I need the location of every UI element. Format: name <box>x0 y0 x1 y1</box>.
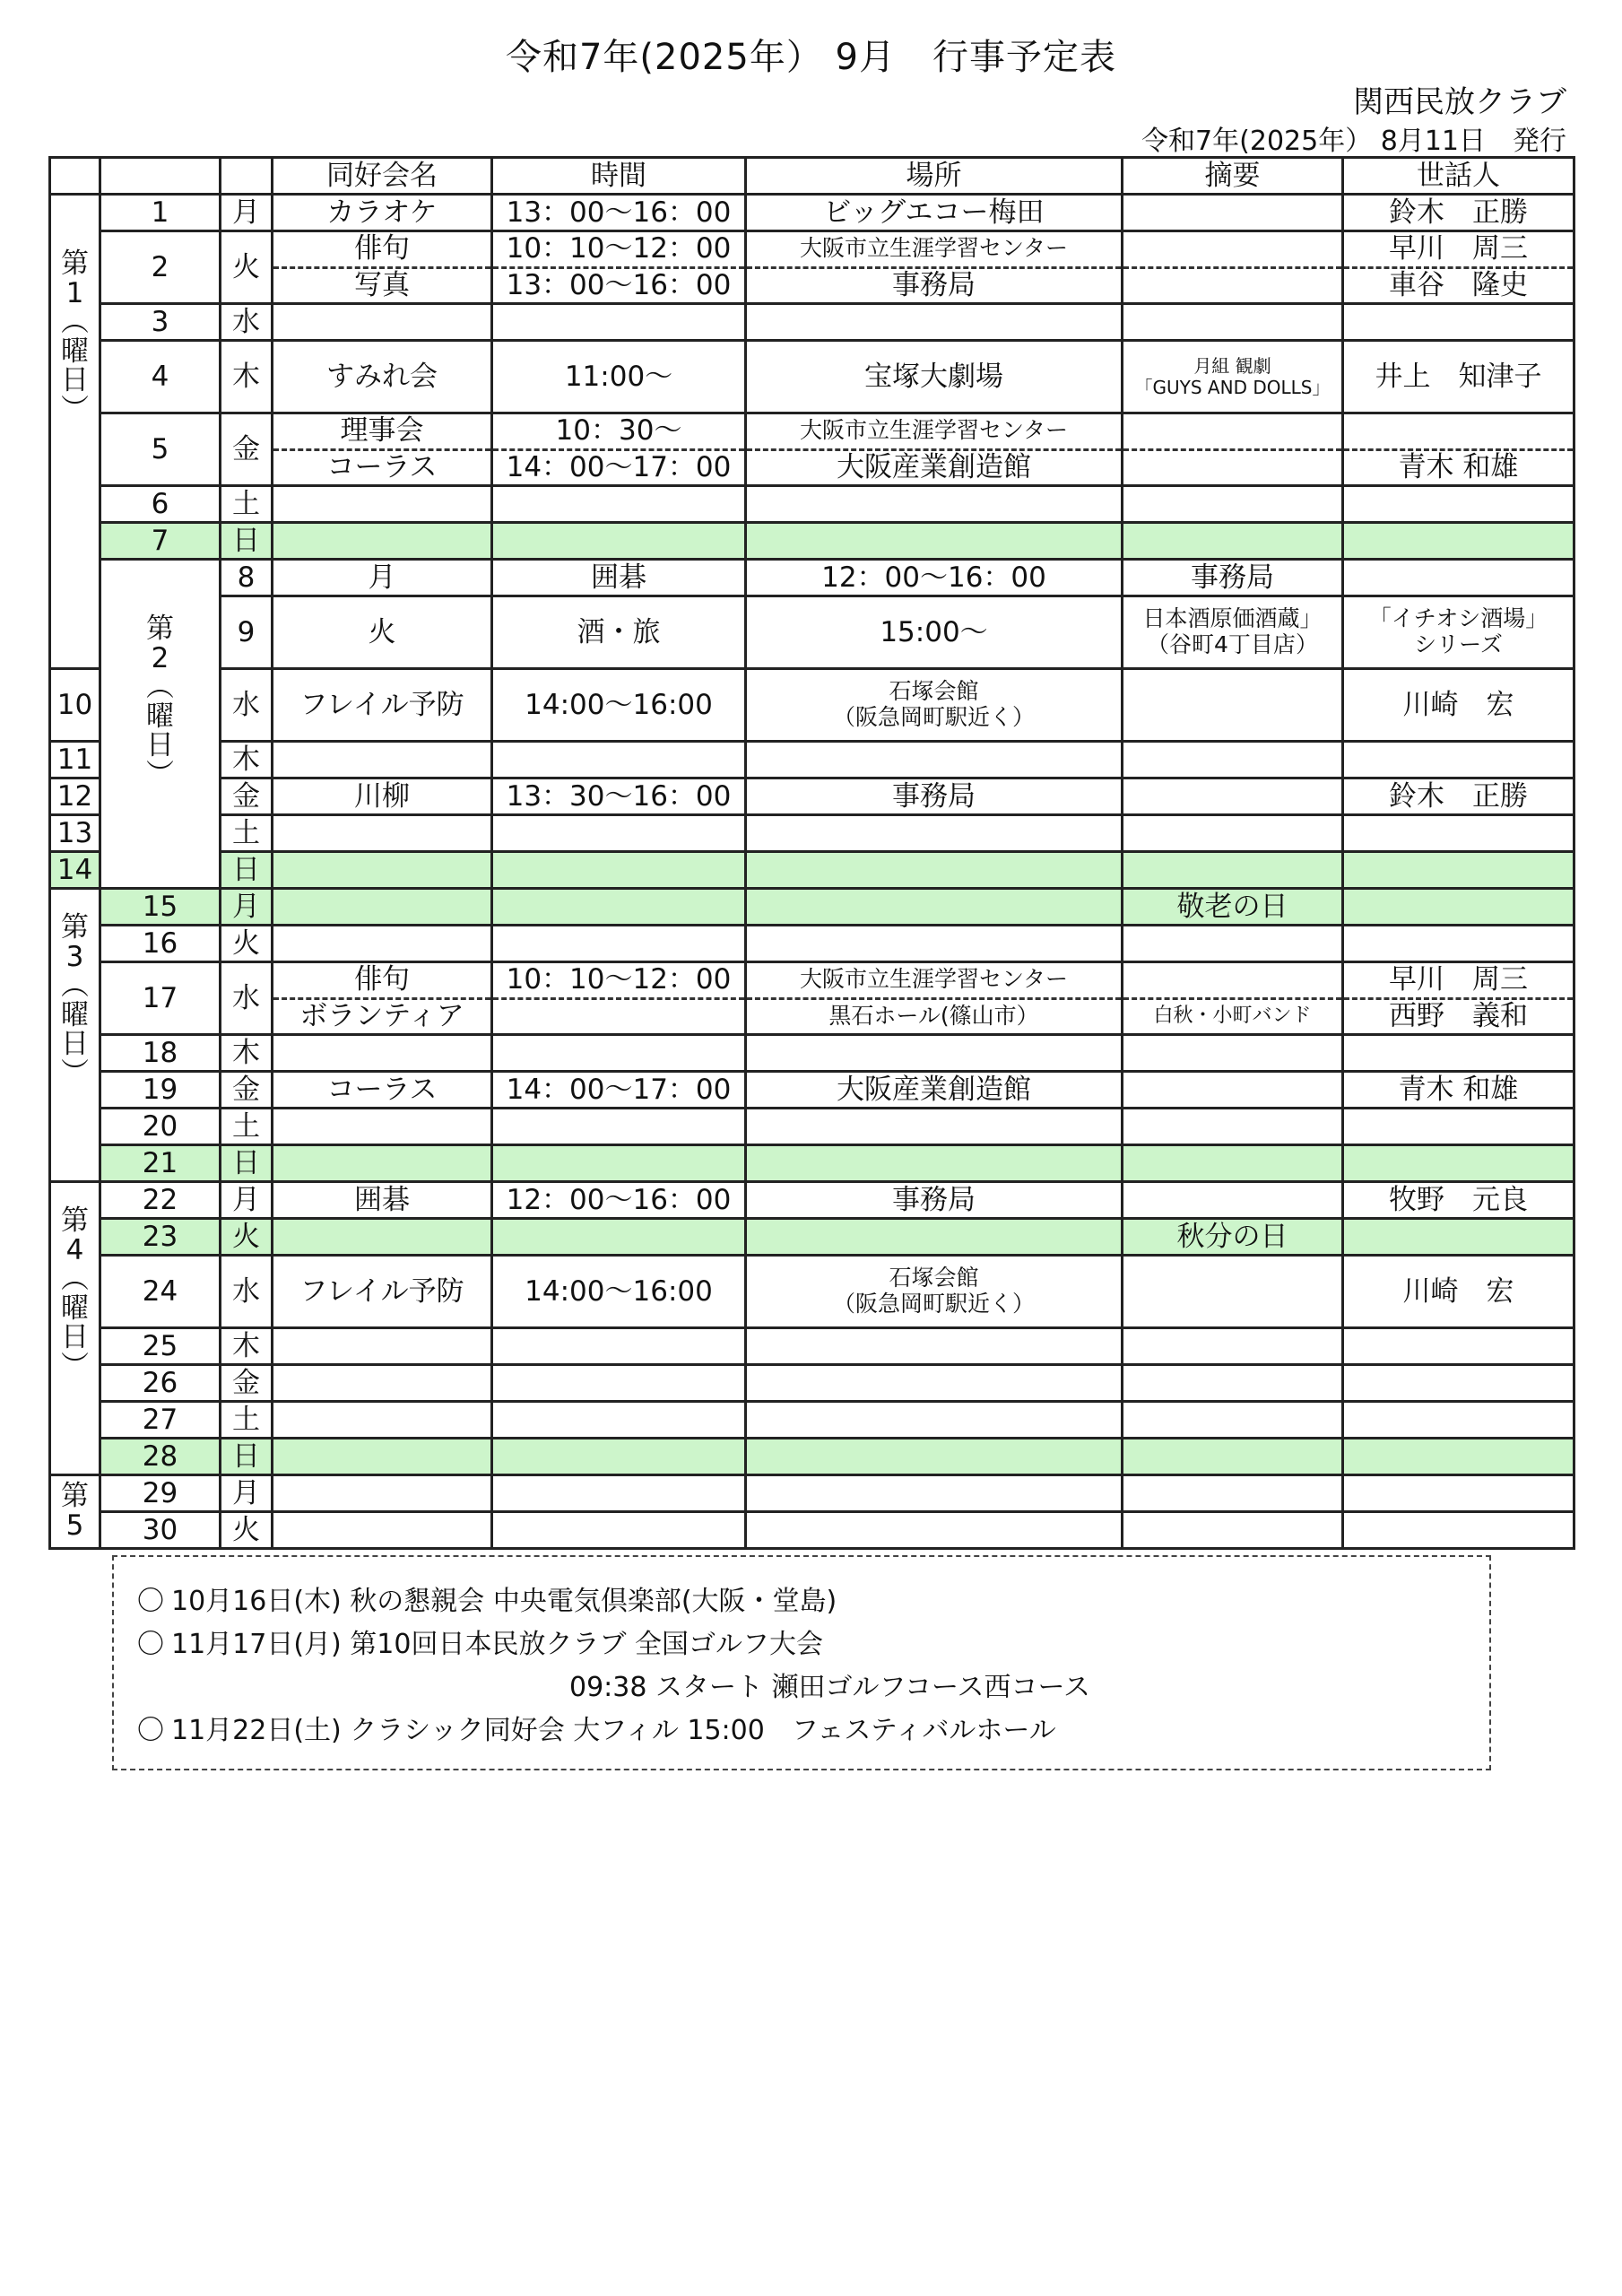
place-cell <box>1123 596 1343 669</box>
day-cell: 4 <box>100 341 221 413</box>
club-entry: 写真 <box>354 268 410 301</box>
day-cell: 24 <box>100 1256 221 1328</box>
host-cell <box>1343 962 1574 1035</box>
host-cell: 鈴木 正勝 <box>1343 195 1574 231</box>
dow-cell: 木 <box>221 1328 273 1365</box>
note-line: 月組 観劇 <box>1193 355 1271 377</box>
dow-cell: 木 <box>221 742 273 778</box>
header-dow <box>221 158 273 195</box>
day-cell: 18 <box>100 1035 221 1072</box>
place-cell <box>746 1256 1123 1328</box>
place-line: 石塚会館 <box>889 678 979 705</box>
host-entry: 車谷 隆史 <box>1389 268 1528 301</box>
dow-cell: 土 <box>221 815 273 852</box>
week-4-label: 第 4 ︵ 曜 日 ︶ <box>50 1182 100 1475</box>
place-cell: ビッグエコー梅田 <box>746 195 1123 231</box>
dow-cell: 火 <box>273 596 492 669</box>
header-day <box>100 158 221 195</box>
header-time: 時間 <box>492 158 746 195</box>
place-cell <box>746 962 1123 1035</box>
dow-cell: 月 <box>221 889 273 926</box>
issue-date: 令和7年(2025年） 8月11日 発行 <box>1141 126 1566 157</box>
table-row <box>50 1182 1574 1219</box>
table-row <box>50 1109 1574 1145</box>
host-cell <box>1343 413 1574 486</box>
week-5-label: 第 5 <box>50 1475 100 1549</box>
upcoming-event <box>137 1709 1489 1752</box>
time-entry: 10：10～12：00 <box>493 963 744 1000</box>
dow-cell: 土 <box>221 1109 273 1145</box>
time-cell <box>492 413 746 486</box>
week-1-label: 第 1 ︵ 曜 日 ︶ <box>50 195 100 669</box>
day-cell: 28 <box>100 1439 221 1475</box>
club-cell: 川柳 <box>273 778 492 815</box>
upcoming-events-box <box>112 1555 1491 1770</box>
place-cell <box>746 231 1123 304</box>
table-row-sunday <box>50 852 1574 889</box>
table-row <box>50 742 1574 778</box>
time-cell: 13：30～16：00 <box>492 778 746 815</box>
table-row <box>50 486 1574 523</box>
holiday-cell: 敬老の日 <box>1123 889 1343 926</box>
day-cell: 19 <box>100 1072 221 1109</box>
table-row <box>50 413 1574 486</box>
dow-cell: 月 <box>273 560 492 596</box>
place-cell: 事務局 <box>746 778 1123 815</box>
day-cell: 8 <box>221 560 273 596</box>
day-cell: 23 <box>100 1219 221 1256</box>
place-line: （阪急岡町駅近く） <box>832 1291 1035 1317</box>
club-cell: 酒・旅 <box>492 596 746 669</box>
place-entry: 大阪市立生涯学習センター <box>747 232 1121 269</box>
club-entry: 俳句 <box>273 963 490 1000</box>
club-cell: コーラス <box>273 1072 492 1109</box>
page-title: 令和7年(2025年） 9月 行事予定表 <box>505 37 1116 78</box>
dow-cell: 月 <box>221 195 273 231</box>
day-cell: 1 <box>100 195 221 231</box>
header-place: 場所 <box>746 158 1123 195</box>
table-row <box>50 1512 1574 1549</box>
week-3-label: 第 3 ︵ 曜 日 ︶ <box>50 889 100 1182</box>
club-entry: 理事会 <box>273 414 490 451</box>
week-2-label: 第 2 ︵ 曜 日 ︶ <box>100 560 221 889</box>
dow-cell: 水 <box>221 962 273 1035</box>
day-cell: 16 <box>100 926 221 962</box>
table-row <box>50 962 1574 1035</box>
dow-cell: 日 <box>221 852 273 889</box>
place-cell <box>746 413 1123 486</box>
holiday-cell: 秋分の日 <box>1123 1219 1343 1256</box>
place-cell: 大阪産業創造館 <box>746 1072 1123 1109</box>
host-cell <box>1343 231 1574 304</box>
club-entry: 俳句 <box>273 232 490 269</box>
note-cell <box>1123 413 1343 486</box>
time-cell: 14:00～16:00 <box>492 1256 746 1328</box>
day-cell: 15 <box>100 889 221 926</box>
host-cell: 井上 知津子 <box>1343 341 1574 413</box>
dow-cell: 火 <box>221 926 273 962</box>
dow-cell: 金 <box>221 1365 273 1402</box>
table-row <box>50 1475 1574 1512</box>
host-cell: 川崎 宏 <box>1343 1256 1574 1328</box>
host-entry: 早川 周三 <box>1344 232 1573 269</box>
dow-cell: 金 <box>221 1072 273 1109</box>
time-cell <box>492 231 746 304</box>
day-cell: 10 <box>50 669 100 742</box>
dow-cell: 日 <box>221 1439 273 1475</box>
place-cell: 事務局 <box>746 1182 1123 1219</box>
dow-cell: 木 <box>221 341 273 413</box>
time-cell <box>492 962 746 1035</box>
host-entry: 青木 和雄 <box>1398 450 1519 483</box>
table-row <box>50 1035 1574 1072</box>
circle-bullet: 〇 <box>137 1629 164 1660</box>
table-row <box>50 815 1574 852</box>
dow-cell: 月 <box>221 1475 273 1512</box>
day-cell: 11 <box>50 742 100 778</box>
day-cell: 29 <box>100 1475 221 1512</box>
club-cell: すみれ会 <box>273 341 492 413</box>
host-entry: 早川 周三 <box>1344 963 1573 1000</box>
place-entry: 事務局 <box>892 268 976 301</box>
day-cell: 3 <box>100 304 221 341</box>
table-row-sunday <box>50 1145 1574 1182</box>
place-cell <box>746 669 1123 742</box>
day-cell: 25 <box>100 1328 221 1365</box>
day-cell: 12 <box>50 778 100 815</box>
host-cell: 牧野 元良 <box>1343 1182 1574 1219</box>
dow-cell: 土 <box>221 1402 273 1439</box>
day-cell: 20 <box>100 1109 221 1145</box>
host-cell: 鈴木 正勝 <box>1343 778 1574 815</box>
place-line: 日本酒原価酒蔵」 <box>1142 605 1323 632</box>
dow-cell: 火 <box>221 231 273 304</box>
time-entry: 10：10～12：00 <box>493 232 744 269</box>
dow-cell: 日 <box>221 1145 273 1182</box>
table-row <box>50 926 1574 962</box>
club-cell: カラオケ <box>273 195 492 231</box>
organization-name: 関西民放クラブ <box>1353 84 1566 120</box>
time-cell: 11:00～ <box>492 341 746 413</box>
day-cell: 6 <box>100 486 221 523</box>
header-row <box>50 158 1574 195</box>
club-entry: ボランティア <box>299 999 464 1032</box>
day-cell: 26 <box>100 1365 221 1402</box>
event-text: 11月22日(土) クラシック同好会 大フィル 15:00 フェスティバルホール <box>171 1715 1056 1746</box>
table-row <box>50 1365 1574 1402</box>
table-row <box>50 1256 1574 1328</box>
event-text: 10月16日(木) 秋の懇親会 中央電気倶楽部(大阪・堂島) <box>171 1586 837 1617</box>
day-cell: 27 <box>100 1402 221 1439</box>
day-cell: 30 <box>100 1512 221 1549</box>
note-cell <box>1123 341 1343 413</box>
place-line: 石塚会館 <box>889 1265 979 1292</box>
place-cell: 宝塚大劇場 <box>746 341 1123 413</box>
header-host: 世話人 <box>1343 158 1574 195</box>
dow-cell: 水 <box>221 1256 273 1328</box>
circle-bullet: 〇 <box>137 1586 164 1617</box>
place-line: （谷町4丁目店） <box>1147 631 1318 657</box>
note-cell <box>1123 962 1343 1035</box>
day-cell: 14 <box>50 852 100 889</box>
table-row <box>50 1402 1574 1439</box>
table-row <box>50 596 1574 669</box>
club-cell: フレイル予防 <box>273 669 492 742</box>
day-cell: 13 <box>50 815 100 852</box>
event-text: 11月17日(月) 第10回日本民放クラブ 全国ゴルフ大会 <box>171 1629 824 1660</box>
club-cell <box>273 962 492 1035</box>
place-entry: 大阪市立生涯学習センター <box>747 963 1121 1000</box>
day-cell: 17 <box>100 962 221 1035</box>
host-entry: 西野 義和 <box>1389 999 1528 1032</box>
table-row <box>50 1328 1574 1365</box>
dow-cell: 月 <box>221 1182 273 1219</box>
club-cell: 囲碁 <box>492 560 746 596</box>
table-row-sunday <box>50 1439 1574 1475</box>
note-cell <box>1123 195 1343 231</box>
time-cell: 15:00～ <box>746 596 1123 669</box>
time-cell: 14：00～17：00 <box>492 1072 746 1109</box>
upcoming-event <box>137 1623 1489 1666</box>
club-cell <box>273 231 492 304</box>
table-row <box>50 231 1574 304</box>
dow-cell: 木 <box>221 1035 273 1072</box>
event-schedule-table <box>48 156 1575 1550</box>
dow-cell: 日 <box>221 523 273 560</box>
header-note: 摘要 <box>1123 158 1343 195</box>
table-row <box>50 1072 1574 1109</box>
club-cell: フレイル予防 <box>273 1256 492 1328</box>
day-cell: 22 <box>100 1182 221 1219</box>
day-cell: 7 <box>100 523 221 560</box>
club-cell: 囲碁 <box>273 1182 492 1219</box>
table-row <box>50 304 1574 341</box>
dow-cell: 水 <box>221 304 273 341</box>
note-cell <box>1343 596 1574 669</box>
time-entry: 10：30～ <box>493 414 744 451</box>
time-cell: 12：00～16：00 <box>492 1182 746 1219</box>
circle-bullet: 〇 <box>137 1715 164 1746</box>
place-cell: 事務局 <box>1123 560 1343 596</box>
header-week <box>50 158 100 195</box>
note-entry: 白秋・小町バンド <box>1153 1004 1312 1028</box>
day-cell: 9 <box>221 596 273 669</box>
dow-cell: 金 <box>221 778 273 815</box>
table-row <box>50 195 1574 231</box>
place-entry: 黒石ホール(篠山市） <box>828 1002 1039 1029</box>
table-row-holiday <box>50 1219 1574 1256</box>
dow-cell: 火 <box>221 1219 273 1256</box>
note-line: 「GUYS AND DOLLS」 <box>1134 377 1331 398</box>
club-cell <box>273 413 492 486</box>
upcoming-event-continued <box>137 1666 1489 1709</box>
day-cell: 5 <box>100 413 221 486</box>
table-row <box>50 669 1574 742</box>
day-cell: 21 <box>100 1145 221 1182</box>
header-club: 同好会名 <box>273 158 492 195</box>
time-cell: 13：00～16：00 <box>492 195 746 231</box>
upcoming-event <box>137 1580 1489 1623</box>
note-line: 「イチオシ酒場」 <box>1368 605 1548 632</box>
event-text: 09:38 スタート 瀬田ゴルフコース西コース <box>569 1672 1091 1703</box>
note-line: シリーズ <box>1414 631 1503 657</box>
host-cell: 青木 和雄 <box>1343 1072 1574 1109</box>
dow-cell: 火 <box>221 1512 273 1549</box>
place-line: （阪急岡町駅近く） <box>832 704 1035 730</box>
dow-cell: 土 <box>221 486 273 523</box>
table-row <box>50 560 1574 596</box>
table-row <box>50 341 1574 413</box>
place-entry: 大阪産業創造館 <box>837 450 1031 483</box>
host-cell: 川崎 宏 <box>1343 669 1574 742</box>
club-entry: コーラス <box>326 450 438 483</box>
dow-cell: 水 <box>221 669 273 742</box>
time-cell: 14:00～16:00 <box>492 669 746 742</box>
table-row-holiday <box>50 889 1574 926</box>
table-row-sunday <box>50 523 1574 560</box>
place-entry: 大阪市立生涯学習センター <box>747 414 1121 451</box>
dow-cell: 金 <box>221 413 273 486</box>
day-cell: 2 <box>100 231 221 304</box>
table-row <box>50 778 1574 815</box>
time-entry: 13：00～16：00 <box>506 268 732 301</box>
note-cell <box>1123 231 1343 304</box>
time-entry: 14：00～17：00 <box>506 450 732 483</box>
time-cell: 12：00～16：00 <box>746 560 1123 596</box>
